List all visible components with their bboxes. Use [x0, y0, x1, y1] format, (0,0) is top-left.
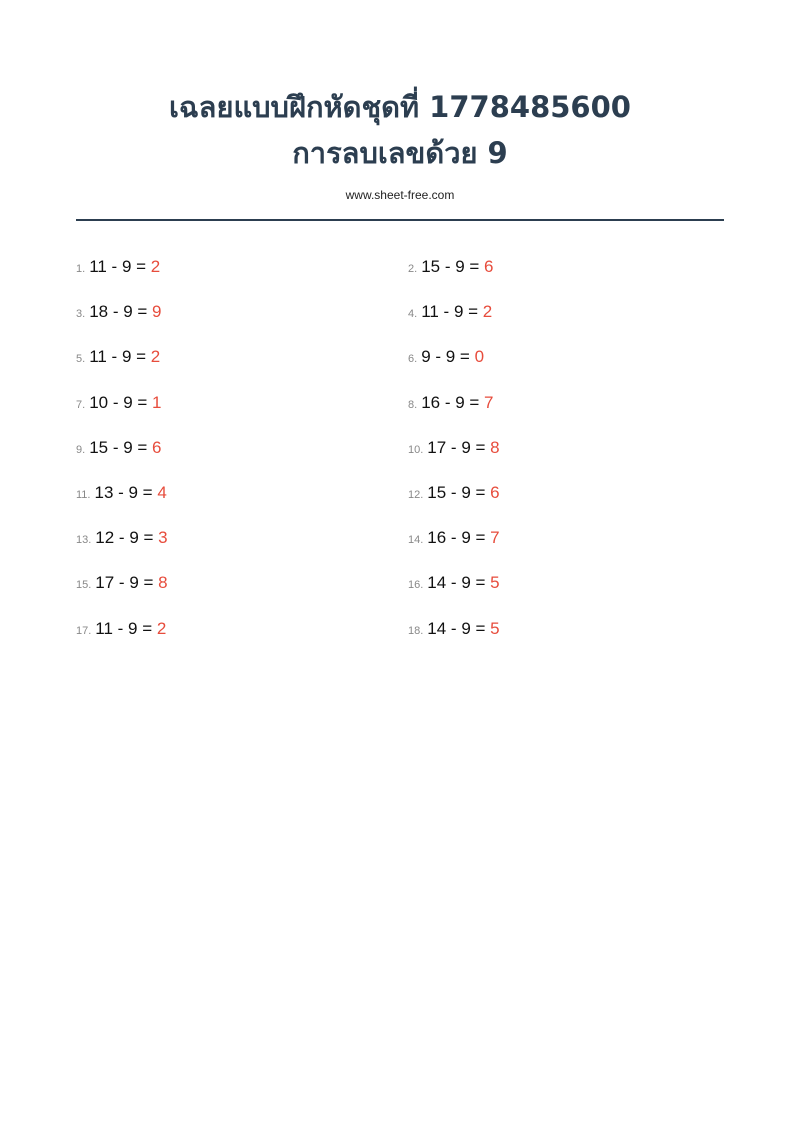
problem-expression: 14 - 9 =	[427, 573, 486, 593]
problem-number: 6.	[408, 353, 418, 366]
problem-answer: 2	[150, 257, 161, 276]
problem-item	[76, 388, 408, 433]
website-label: www.sheet-free.com	[345, 188, 455, 202]
problem-number: 17.	[76, 624, 92, 637]
problem-number: 5.	[76, 353, 86, 366]
problem-answer: 6	[484, 257, 494, 276]
problem-answer: 8	[158, 573, 168, 593]
problem-answer: 9	[152, 302, 162, 322]
problem-item	[76, 252, 408, 297]
problem-list	[76, 252, 724, 659]
problem-item	[76, 523, 408, 568]
problem-expression: 11 - 9 =	[89, 347, 147, 367]
problem-item	[408, 614, 724, 659]
problem-answer: 2	[156, 618, 167, 638]
problem-expression: 9 - 9 =	[421, 347, 470, 367]
problem-expression: 10 - 9 =	[89, 392, 148, 412]
problem-number: 8.	[408, 398, 418, 411]
problem-item	[76, 614, 408, 659]
header-divider	[76, 219, 724, 221]
problem-expression: 16 - 9 =	[427, 528, 486, 548]
problem-item	[408, 252, 724, 297]
problem-answer: 6	[490, 482, 500, 502]
problem-number: 4.	[408, 308, 418, 321]
problem-expression: 11 - 9 =	[95, 618, 153, 638]
problem-number: 1.	[76, 263, 86, 275]
problem-number: 10.	[408, 443, 424, 456]
problem-answer: 1	[152, 392, 162, 412]
problem-number: 3.	[76, 308, 86, 321]
problem-expression: 16 - 9 =	[421, 392, 480, 412]
problem-expression: 18 - 9 =	[89, 302, 148, 322]
problem-item	[76, 433, 408, 478]
problem-expression: 12 - 9 =	[95, 528, 154, 548]
problem-answer: 2	[150, 347, 161, 367]
problem-item	[408, 478, 724, 523]
problem-answer: 7	[490, 528, 500, 548]
problem-number: 18.	[408, 624, 424, 637]
problem-number: 9.	[76, 443, 86, 456]
problem-expression: 11 - 9 =	[421, 302, 479, 322]
problem-number: 2.	[408, 263, 418, 275]
problem-item	[408, 523, 724, 568]
problem-item	[408, 433, 724, 478]
problem-item	[76, 297, 408, 342]
problem-number: 7.	[76, 398, 86, 411]
problem-expression: 17 - 9 =	[427, 437, 486, 457]
worksheet-header	[0, 84, 800, 202]
problem-number: 15.	[76, 579, 92, 592]
problem-item	[76, 342, 408, 387]
problem-number: 13.	[76, 534, 92, 547]
problem-item	[408, 388, 724, 433]
problem-expression: 15 - 9 =	[89, 437, 148, 457]
problem-item	[76, 568, 408, 613]
problem-item	[408, 342, 724, 387]
problem-expression: 15 - 9 =	[427, 482, 486, 502]
page-title: เฉลยแบบฝึกหัดชุดที่ 1778485600	[169, 90, 631, 124]
page-subtitle: การลบเลขด้วย 9	[292, 136, 508, 170]
problem-expression: 14 - 9 =	[427, 618, 486, 638]
problem-number: 16.	[408, 579, 424, 592]
problem-answer: 4	[157, 482, 167, 502]
problem-item	[76, 478, 408, 523]
problem-item	[408, 568, 724, 613]
problem-number: 12.	[408, 488, 424, 501]
problem-number: 11.	[76, 488, 91, 501]
problem-answer: 0	[474, 347, 485, 367]
problem-answer: 3	[158, 528, 168, 548]
problem-answer: 5	[490, 618, 500, 638]
problem-answer: 7	[484, 392, 494, 412]
problem-answer: 6	[152, 437, 162, 457]
problem-expression: 13 - 9 =	[94, 482, 153, 502]
problem-expression: 15 - 9 =	[421, 257, 480, 276]
problem-expression: 17 - 9 =	[95, 573, 154, 593]
problem-number: 14.	[408, 534, 424, 547]
problem-answer: 2	[482, 302, 493, 322]
problem-item	[408, 297, 724, 342]
problem-answer: 8	[490, 437, 500, 457]
problem-answer: 5	[490, 573, 500, 593]
problem-expression: 11 - 9 =	[89, 257, 147, 276]
